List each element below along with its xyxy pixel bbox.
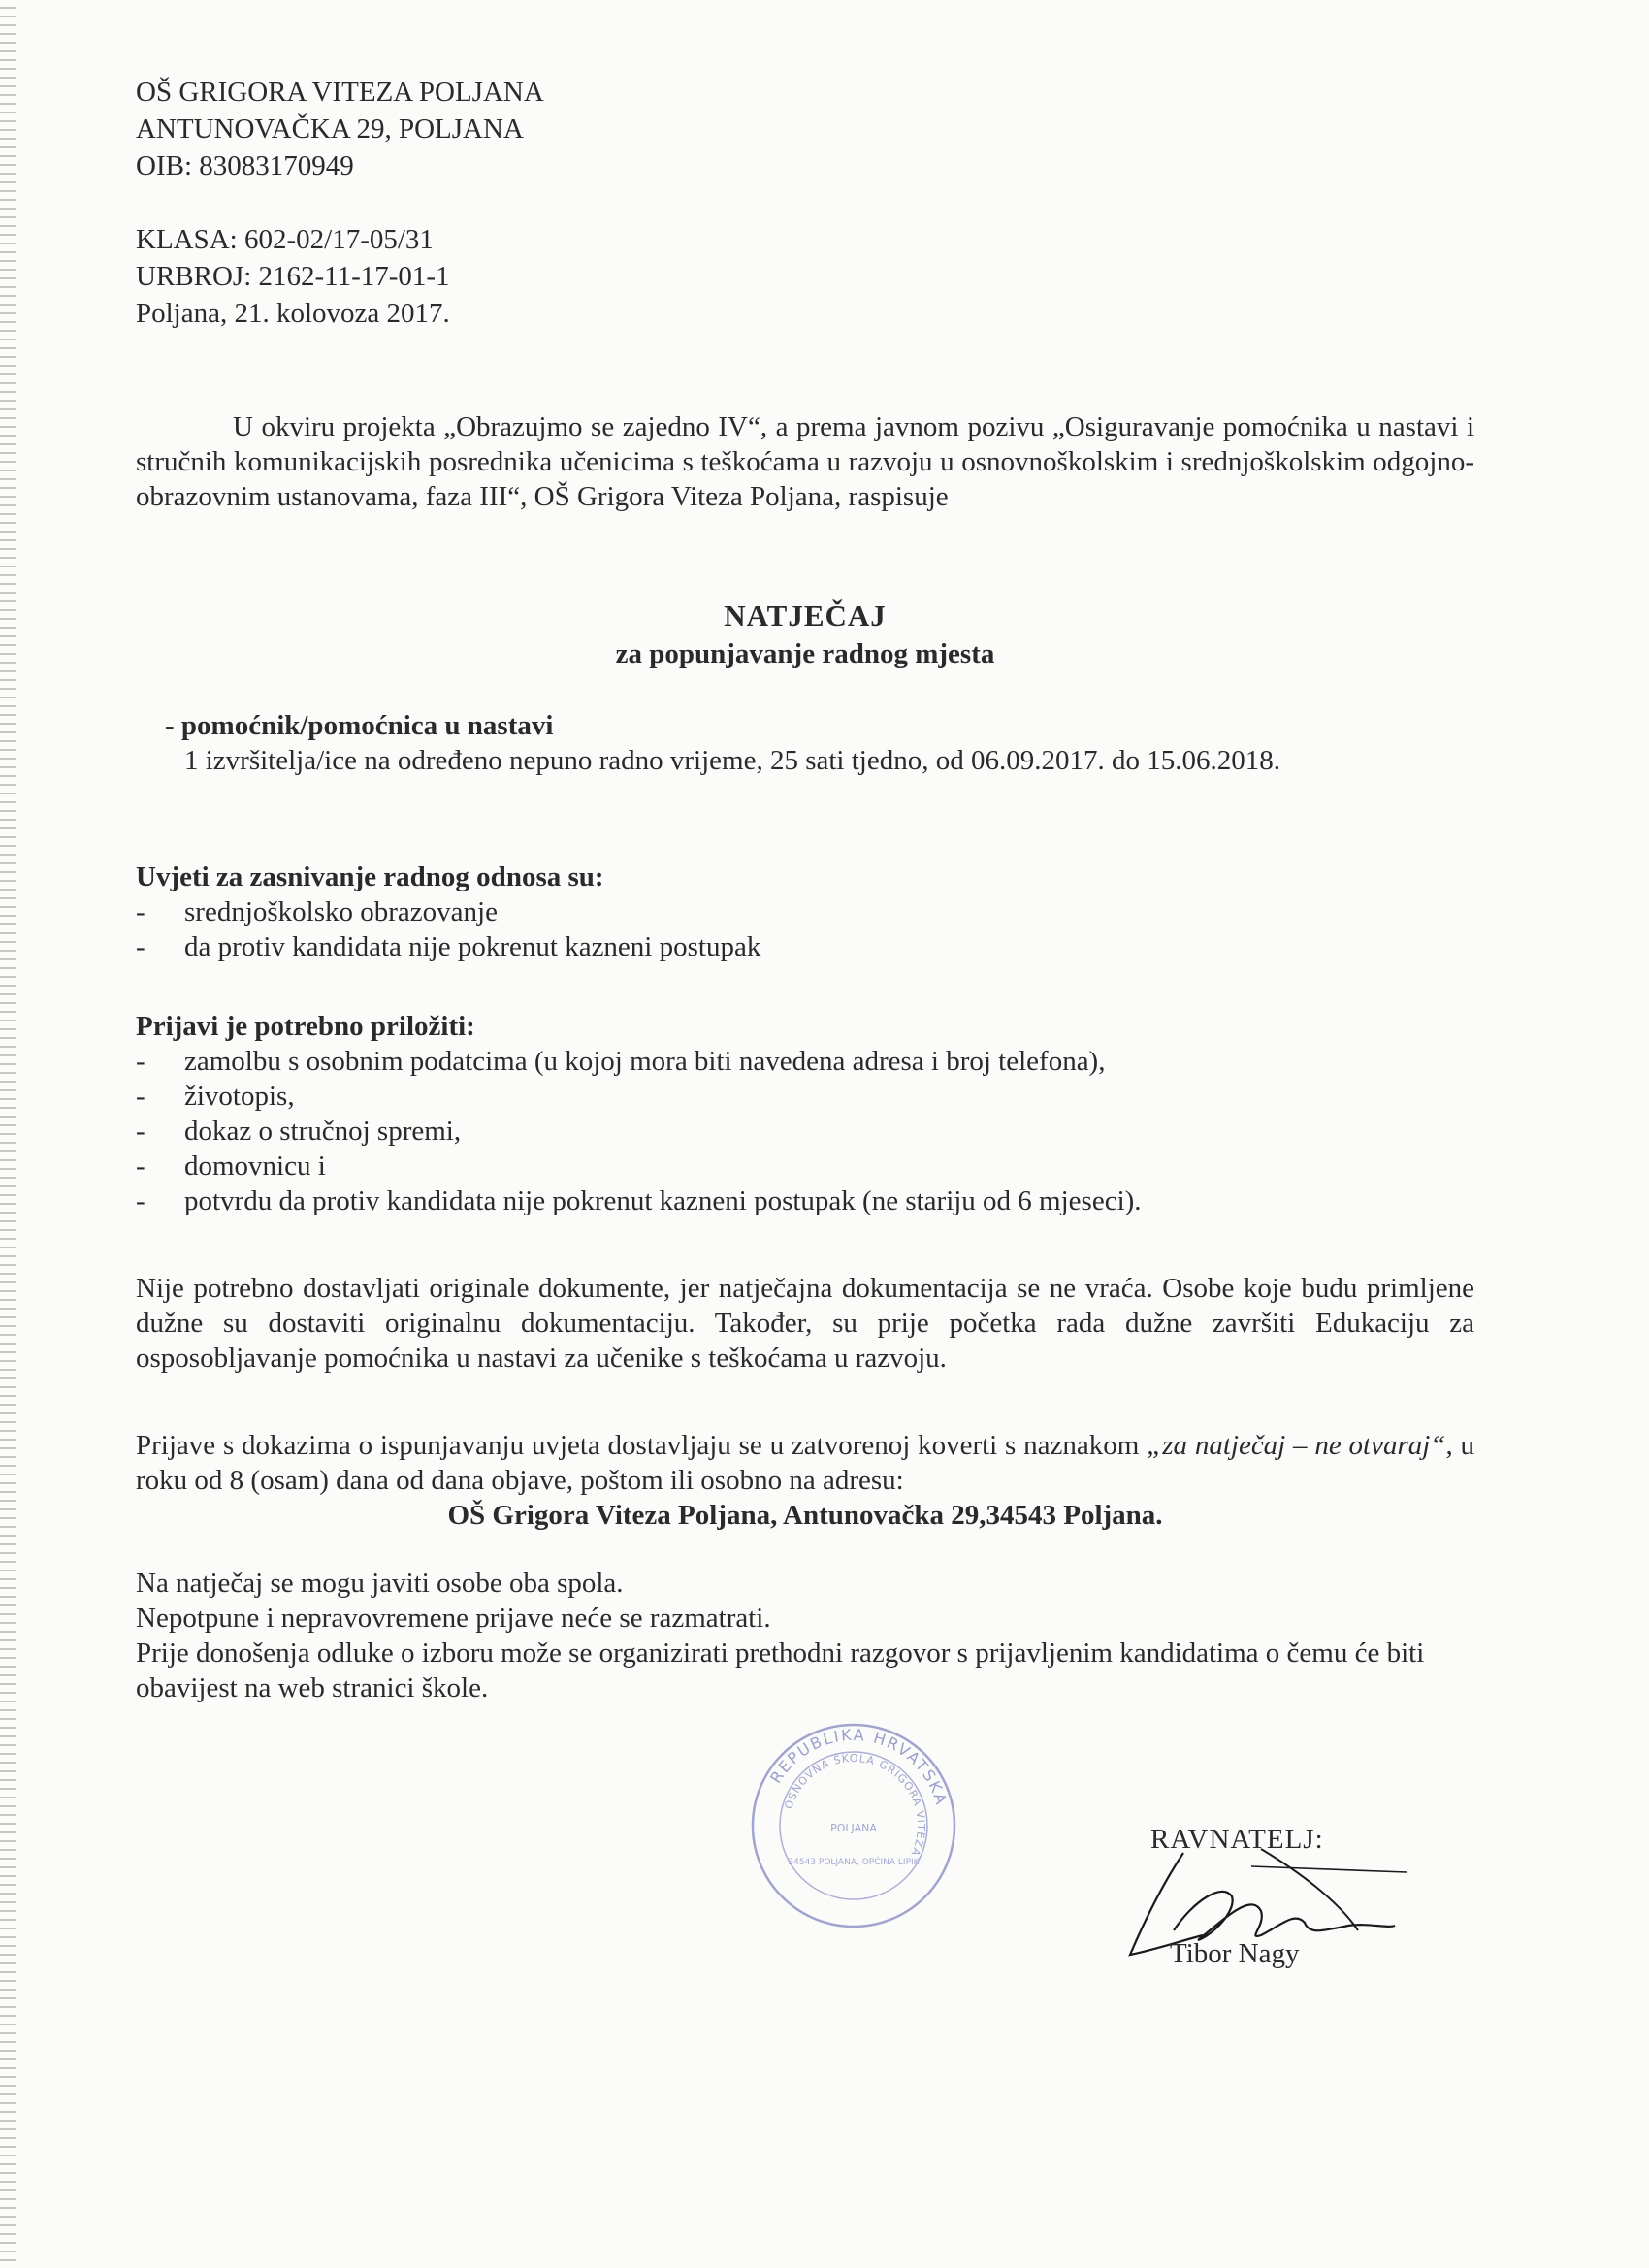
documents-note: Nije potrebno dostavljati originale dokumente, jer natječajna dokumentacija se ne vraća. Osobe koje budu primljene dužne su dostaviti originalnu dokumentaciju. Također, su prije početka rada dužne završiti Edukaciju za osposobljavanje pomoćnika u nastavi za učenike s teškoćama u razvoju. — [136, 1273, 1474, 1374]
document-subtitle: za popunjavanje radnog mjesta — [615, 638, 995, 669]
submission-marking: „za natječaj – ne otvaraj“ — [1147, 1430, 1446, 1461]
school-address: ANTUNOVAČKA 29, POLJANA — [136, 113, 524, 145]
stamp-center-text: POLJANA — [830, 1822, 877, 1834]
submission-before: Prijave s dokazima o ispunjavanju uvjeta dostavljaju se u zatvorenoj koverti s naznakom — [136, 1430, 1148, 1461]
place-date: Poljana, 21. kolovoza 2017. — [136, 298, 450, 329]
stamp-outer-textpath: REPUBLIKA HRVATSKA — [766, 1725, 952, 1808]
stamp-inner-text — [782, 1752, 927, 1859]
reference-block — [136, 221, 450, 332]
stamp-bottom-text: 34543 POLJANA, OPĆINA LIPIK — [788, 1858, 920, 1867]
submission-note — [136, 1428, 1474, 1533]
sender-header — [136, 74, 544, 184]
urbroj: URBROJ: 2162-11-17-01-1 — [136, 261, 450, 292]
closing-line-interview: Prije donošenja odluke o izboru može se organizirati prethodni razgovor s prijavljenim kandidatima o čemu će biti obavijest na web stranici škole. — [136, 1637, 1425, 1703]
document-title: NATJEČAJ — [724, 599, 887, 632]
job-position — [165, 708, 1474, 778]
list-item: - da protiv kandidata nije pokrenut kazneni postupak — [136, 929, 1474, 964]
signature-block — [1116, 1824, 1406, 1989]
conditions-title: Uvjeti za zasnivanje radnog odnosa su: — [136, 861, 604, 892]
signature-title: RAVNATELJ: — [1150, 1824, 1324, 1855]
list-item: - srednjoškolsko obrazovanje — [136, 894, 1474, 929]
closing-line-gender: Na natječaj se mogu javiti osobe oba spola. — [136, 1568, 624, 1599]
list-item: - potvrdu da protiv kandidata nije pokrenut kazneni postupak (ne stariju od 6 mjeseci). — [136, 1183, 1474, 1218]
list-item: - zamolbu s osobnim podatcima (u kojoj mora biti navedena adresa i broj telefona), — [136, 1044, 1474, 1079]
attachments-title: Prijavi je potrebno priložiti: — [136, 1011, 475, 1042]
signatory-name: Tibor Nagy — [1170, 1938, 1300, 1969]
submission-after: , u roku od 8 (osam) dana od dana objave, poštom ili osobno na adresu: — [136, 1430, 1474, 1496]
list-item: - domovnicu i — [136, 1149, 1474, 1183]
list-item: - dokaz o stručnoj spremi, — [136, 1114, 1474, 1149]
stamp-inner-textpath: OSNOVNA ŠKOLA GRIGORA VITEZA — [782, 1751, 928, 1859]
submission-address: OŠ Grigora Viteza Poljana, Antunovačka 29,34543 Poljana. — [447, 1500, 1163, 1531]
conditions-list — [136, 894, 1474, 964]
attachments-section — [136, 1009, 1474, 1218]
school-oib: OIB: 83083170949 — [136, 150, 354, 181]
closing-notes — [136, 1566, 1474, 1705]
submission-text — [136, 1428, 1474, 1498]
conditions-section — [136, 859, 1474, 964]
school-name: OŠ GRIGORA VITEZA POLJANA — [136, 77, 544, 108]
attachments-list — [136, 1044, 1474, 1218]
intro-paragraph: U okviru projekta „Obrazujmo se zajedno IV“, a prema javnom pozivu „Osiguravanje pomoćnika u nastavi i stručnih komunikacijskih posrednika učenicima s teškoćama u razvoju u osnovnoškolskim i srednjoškolskim odgojno-obrazovnim ustanovama, faza III“, OŠ Grigora Viteza Poljana, raspisuje — [136, 411, 1474, 512]
position-description: 1 izvršitelja/ice na određeno nepuno radno vrijeme, 25 sati tjedno, od 06.09.2017. do 15.06.2018. — [184, 745, 1280, 776]
school-stamp — [747, 1719, 960, 1932]
position-title: - pomoćnik/pomoćnica u nastavi — [165, 710, 554, 741]
closing-line-incomplete: Nepotpune i nepravovremene prijave neće se razmatrati. — [136, 1603, 771, 1634]
klasa: KLASA: 602-02/17-05/31 — [136, 224, 434, 255]
scan-binding-edge — [0, 0, 16, 2268]
list-item: - životopis, — [136, 1079, 1474, 1114]
